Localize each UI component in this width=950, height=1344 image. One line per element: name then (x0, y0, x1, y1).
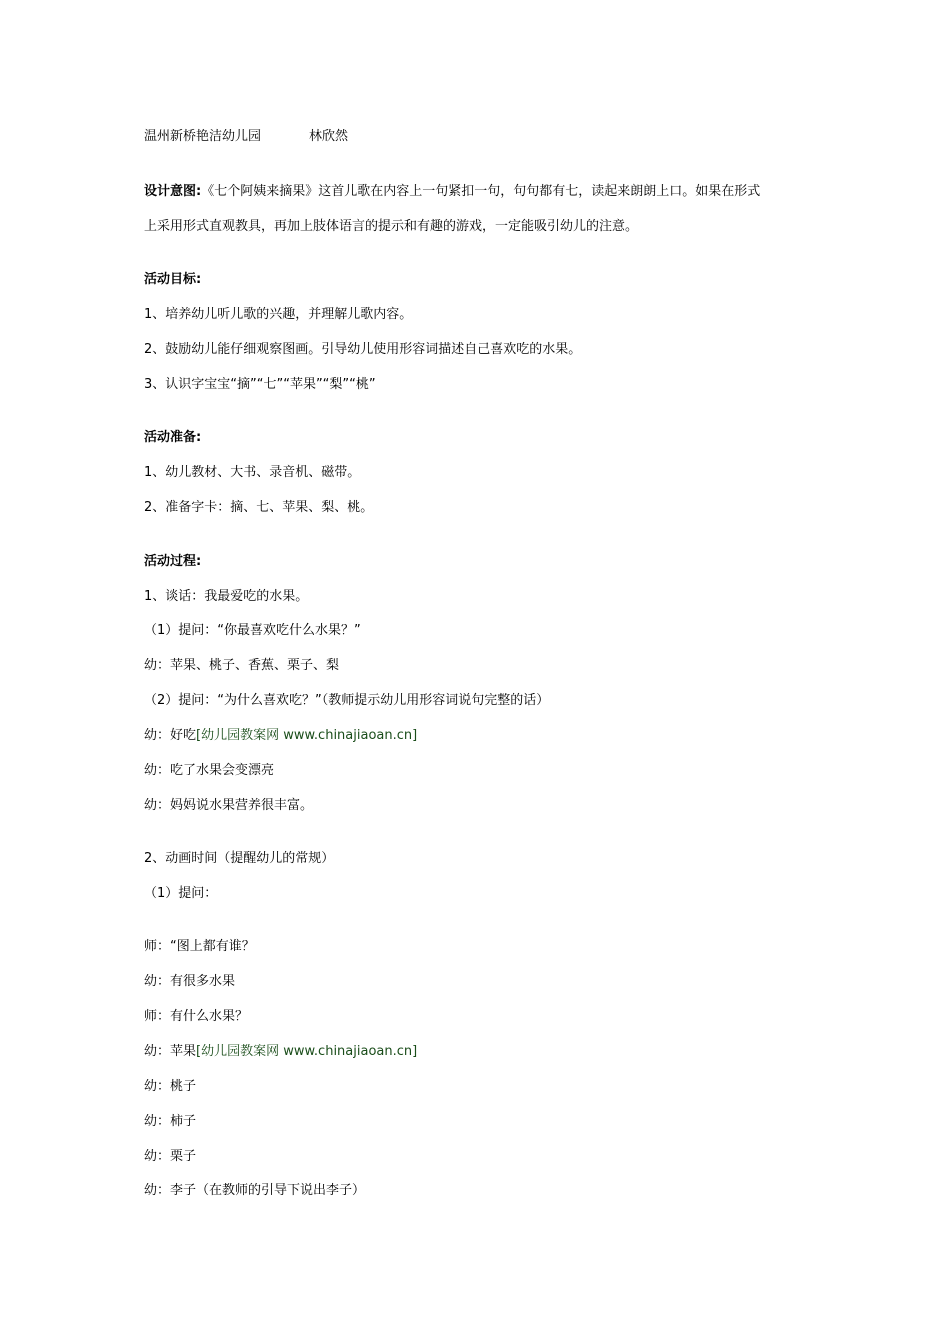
prep-item-2: 2、准备字卡：摘、七、苹果、梨、桃。 (144, 500, 374, 515)
process-line: 幼：吃了水果会变漂亮 (144, 763, 275, 778)
header-line (144, 128, 348, 146)
process-line: （1）提问：“你最喜欢吃什么水果？” (144, 623, 361, 638)
design-intent-line1 (144, 183, 760, 201)
process-line: 师：有什么水果？ (144, 1009, 249, 1024)
process-heading: 活动过程: (144, 554, 202, 569)
process-line: 2、动画时间（提醒幼儿的常规） (144, 851, 335, 866)
process-line: （2）提问：“为什么喜欢吃？”（教师提示幼儿用形容词说句完整的话） (144, 693, 550, 708)
goals-heading: 活动目标: (144, 272, 202, 287)
prep-heading: 活动准备: (144, 430, 202, 445)
dialogue-text: 幼：好吃 (144, 728, 197, 743)
site-link[interactable]: [幼儿园教案网 www.chinajiaoan.cn] (196, 1044, 418, 1059)
process-line: 幼：栗子 (144, 1149, 197, 1164)
goal-item-1: 1、培养幼儿听儿歌的兴趣，并理解儿歌内容。 (144, 307, 413, 322)
design-intent-line2: 上采用形式直观教具，再加上肢体语言的提示和有趣的游戏，一定能吸引幼儿的注意。 (144, 219, 639, 234)
process-line: 幼：桃子 (144, 1079, 197, 1094)
process-line: 幼：苹果、桃子、香蕉、栗子、梨 (144, 658, 340, 673)
process-line: （1）提问： (144, 886, 218, 901)
process-line: 幼：妈妈说水果营养很丰富。 (144, 798, 314, 813)
process-line: 师：“图上都有谁？ (144, 939, 255, 954)
author-name: 林欣然 (309, 129, 349, 144)
process-line: 1、谈话：我最爱吃的水果。 (144, 589, 309, 604)
process-line: 幼：李子（在教师的引导下说出李子） (144, 1183, 366, 1198)
dialogue-text: 幼：苹果 (144, 1044, 197, 1059)
school-name: 温州新桥艳洁幼儿园 (144, 129, 262, 144)
design-intent-label: 设计意图: (144, 184, 202, 199)
prep-item-1: 1、幼儿教材、大书、录音机、磁带。 (144, 465, 361, 480)
design-intent-text1: 《七个阿姨来摘果》这首儿歌在内容上一句紧扣一句，句句都有七，读起来朗朗上口。如果在形式 (201, 184, 761, 199)
goal-item-3: 3、认识字宝宝“摘”“七”“苹果”“梨”“桃” (144, 377, 376, 392)
goal-item-2: 2、鼓励幼儿能仔细观察图画。引导幼儿使用形容词描述自己喜欢吃的水果。 (144, 342, 582, 357)
site-link[interactable]: [幼儿园教案网 www.chinajiaoan.cn] (196, 728, 418, 743)
process-line: 幼：有很多水果 (144, 974, 236, 989)
process-line (144, 727, 417, 745)
process-line: 幼：柿子 (144, 1114, 197, 1129)
process-line (144, 1043, 417, 1061)
